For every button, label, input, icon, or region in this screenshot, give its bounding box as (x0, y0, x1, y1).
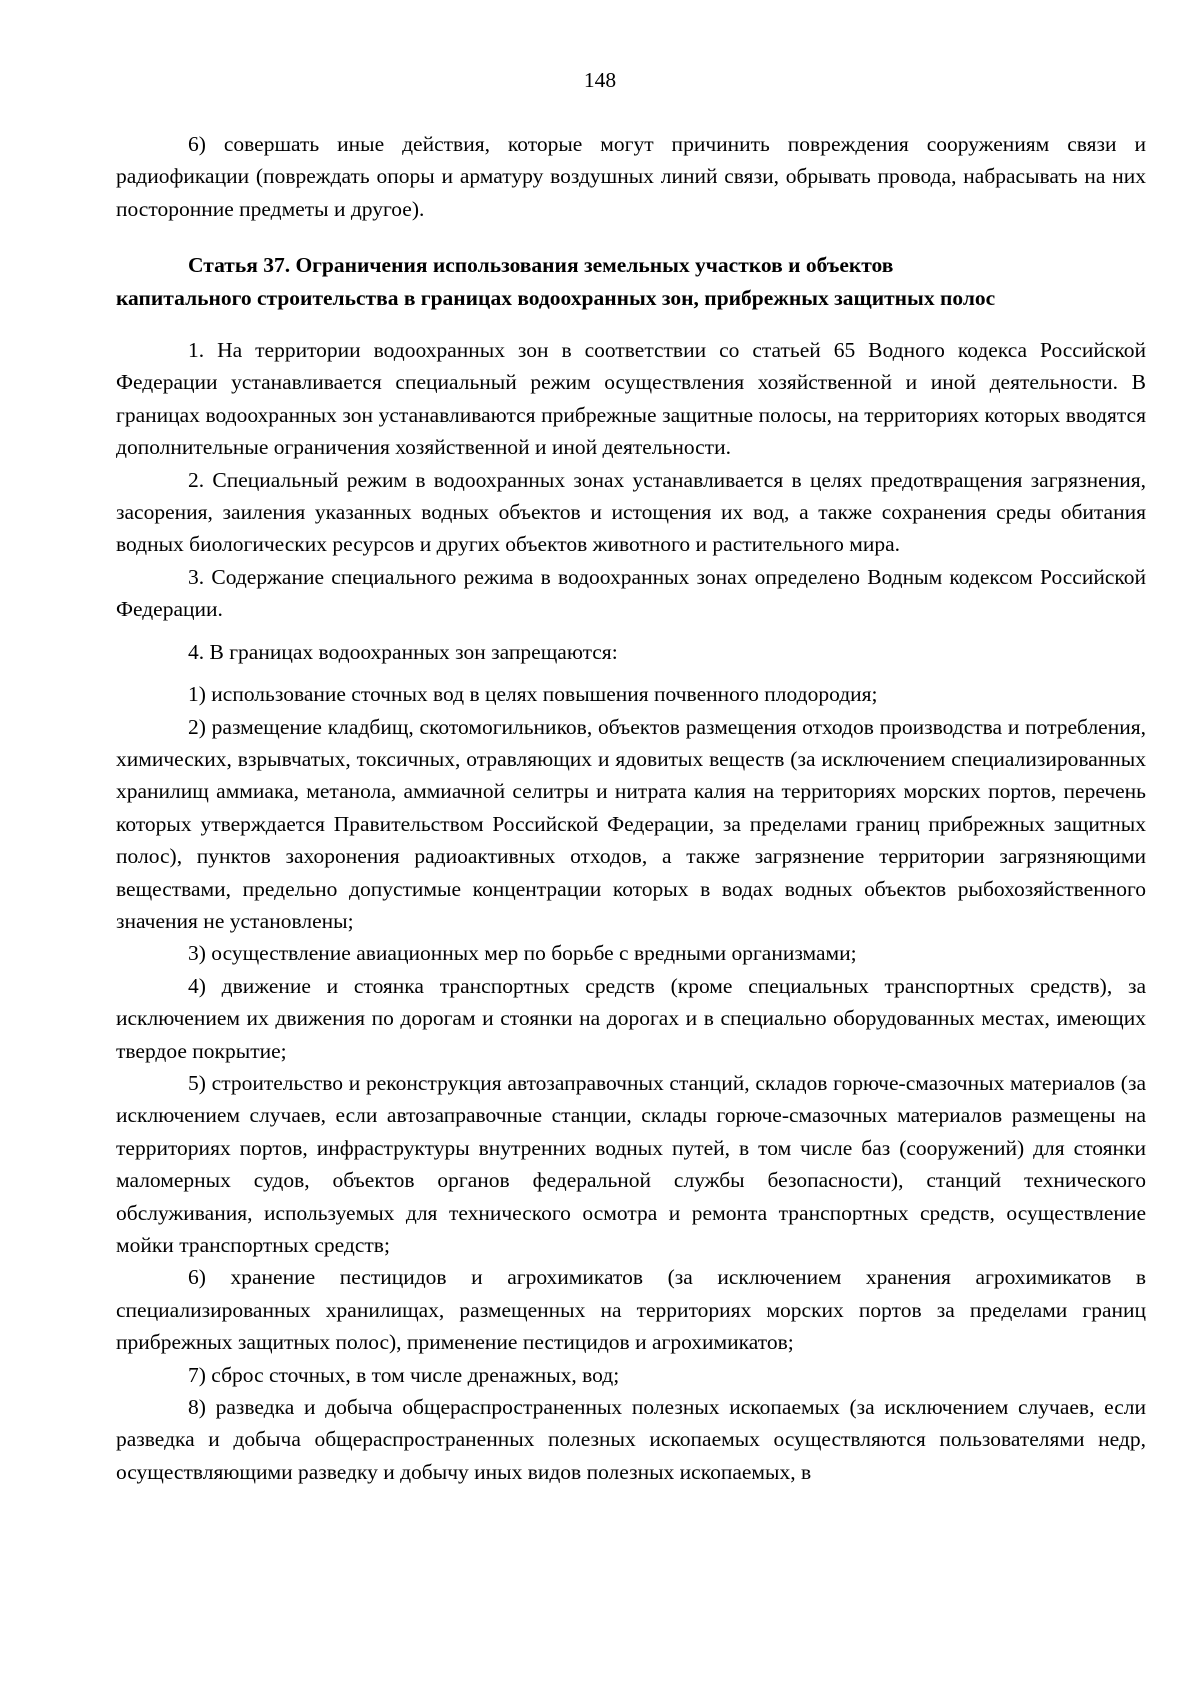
article-heading-line-2: капитального строительства в границах водоохранных зон, прибрежных защитных полос (116, 285, 996, 310)
list-item-7: 7) сброс сточных, в том числе дренажных, вод; (188, 1362, 620, 1387)
paragraph-2: 2. Специальный режим в водоохранных зонах устанавливается в целях предотвращения загрязнения, засорения, заиления указанных водных объектов и истощения их вод, а также сохранения среды обитания водных биологических ресурсов и других объектов животного и растительного мира. (116, 467, 1146, 557)
article-heading-line-1: Статья 37. Ограничения использования земельных участков и объектов (188, 253, 894, 278)
paragraph-item-6-communications: 6) совершать иные действия, которые могут причинить повреждения сооружениям связи и радиофикации (повреждать опоры и арматуру воздушных линий связи, обрывать провода, набрасывать на них посторонние предметы и другое). (116, 132, 1146, 221)
document-body (116, 128, 1146, 1488)
list-item-8: 8) разведка и добыча общераспространенных полезных ископаемых (за исключением случаев, если разведка и добыча общераспространенных полезных ископаемых осуществляются пользователями недр, осуществляющими разведку и добычу иных видов полезных ископаемых, в (116, 1395, 1146, 1484)
list-item-1: 1) использование сточных вод в целях повышения почвенного плодородия; (188, 682, 878, 707)
list-item-2: 2) размещение кладбищ, скотомогильников, объектов размещения отходов производства и потребления, химических, взрывчатых, токсичных, отравляющих и ядовитых веществ (за исключением специализированных хранилищ аммиака, метанола, аммиачной селитры и нитрата калия на территориях морских портов, перечень которых утверждается Правительством Российской Федерации, за пределами границ прибрежных защитных полос), пунктов захоронения радиоактивных отходов, а также загрязнение территории загрязняющими веществами, предельно допустимые концентрации которых в водах водных объектов рыбохозяйственного значения не установлены; (116, 714, 1146, 933)
list-item-4: 4) движение и стоянка транспортных средств (кроме специальных транспортных средств), за исключением их движения по дорогам и стоянки на дорогах и в специально оборудованных местах, имеющих твердое покрытие; (116, 973, 1146, 1063)
list-item-6: 6) хранение пестицидов и агрохимикатов (за исключением хранения агрохимикатов в специализированных хранилищах, размещенных на территориях морских портов за пределами границ прибрежных защитных полос), применение пестицидов и агрохимикатов; (116, 1265, 1146, 1355)
article-heading (116, 249, 1146, 314)
paragraph-4: 4. В границах водоохранных зон запрещаются: (188, 639, 618, 664)
paragraph-3: 3. Содержание специального режима в водоохранных зонах определено Водным кодексом Российской Федерации. (116, 564, 1146, 622)
paragraph-1: 1. На территории водоохранных зон в соответствии со статьей 65 Водного кодекса Российской Федерации устанавливается специальный режим осуществления хозяйственной и иной деятельности. В границах водоохранных зон устанавливаются прибрежные защитные полосы, на территориях которых вводятся дополнительные ограничения хозяйственной и иной деятельности. (116, 338, 1146, 460)
list-item-5: 5) строительство и реконструкция автозаправочных станций, складов горюче-смазочных материалов (за исключением случаев, если автозаправочные станции, склады горюче-смазочных материалов размещены на территориях портов, инфраструктуры внутренних водных путей, в том числе баз (сооружений) для стоянки маломерных судов, объектов органов федеральной службы безопасности), станций технического обслуживания, используемых для технического осмотра и ремонта транспортных средств, осуществление мойки транспортных средств; (116, 1070, 1146, 1257)
list-item-3: 3) осуществление авиационных мер по борьбе с вредными организмами; (188, 941, 857, 966)
page-number: 148 (583, 68, 617, 92)
